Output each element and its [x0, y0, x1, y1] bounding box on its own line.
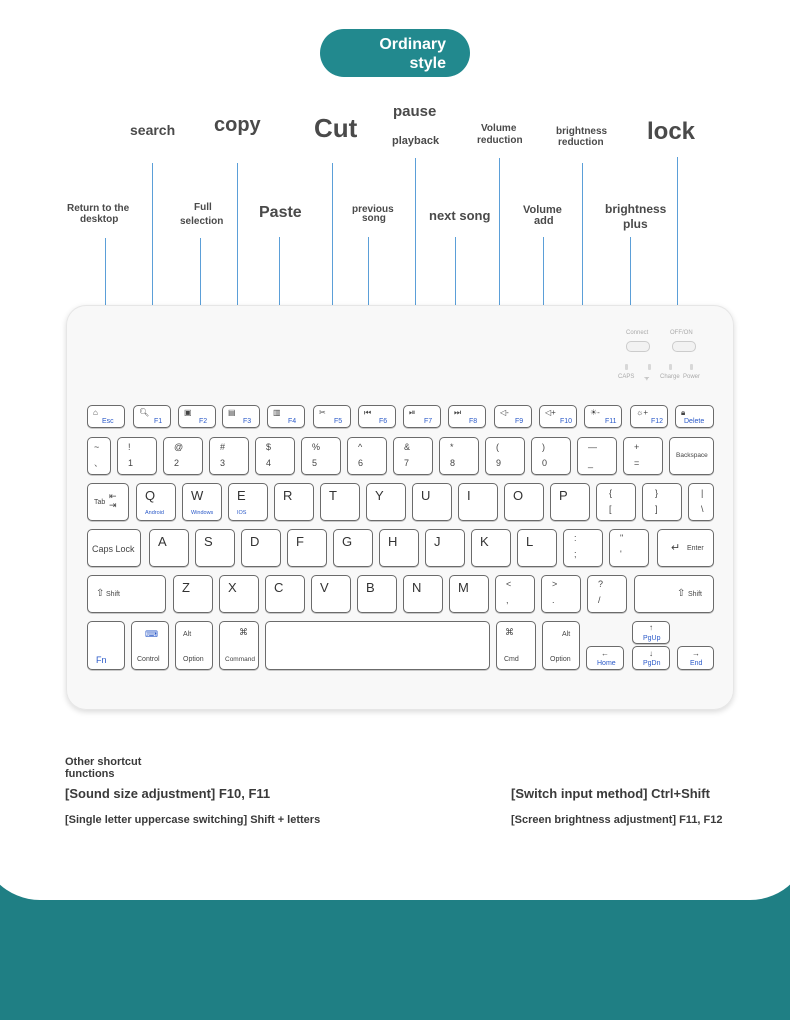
key-num-top-5: %	[312, 442, 321, 452]
fn-key-label-1: F1	[154, 418, 163, 425]
key-b-label: B	[366, 580, 375, 595]
connect-label: Connect	[626, 330, 649, 336]
key-v[interactable]	[311, 575, 351, 613]
key-num-bottom-0: 、	[94, 458, 104, 468]
key-control-label: Control	[137, 656, 160, 663]
key-option-left-label: Option	[183, 656, 204, 663]
key-space[interactable]	[265, 621, 490, 670]
key-f10[interactable]	[539, 405, 577, 428]
key-f7[interactable]	[403, 405, 441, 428]
key-d-label: D	[250, 534, 260, 549]
key-q-sub: Android	[145, 510, 164, 516]
fn-key-icon-6: ⏮	[364, 408, 372, 417]
key-f11[interactable]	[584, 405, 622, 428]
cmd-icon: ⌘	[505, 627, 514, 637]
label-previous-song-1: previous	[352, 204, 394, 215]
key-backspace[interactable]	[669, 437, 714, 475]
key-x[interactable]	[219, 575, 259, 613]
fn-key-icon-2: ▣	[184, 408, 192, 417]
key-bracket-bottom-0: [	[609, 504, 612, 514]
key-num-top-3: #	[220, 442, 226, 452]
key-c-label: C	[274, 580, 284, 595]
fn-key-icon-4: ▥	[273, 408, 281, 417]
fn-key-label-4: F4	[288, 418, 297, 425]
key-enter[interactable]	[657, 529, 714, 567]
label-brightness-plus-1: brightness	[605, 202, 667, 216]
key-n[interactable]	[403, 575, 443, 613]
offon-label: OFF/ON	[670, 330, 693, 336]
key-shift-left-label: Shift	[106, 591, 121, 598]
key-bracket-top-1: }	[655, 488, 659, 498]
key-num-top-12: +	[634, 442, 640, 452]
key-num-4[interactable]	[255, 437, 295, 475]
key-m-label: M	[458, 580, 469, 595]
key-num-10[interactable]	[531, 437, 571, 475]
key-y[interactable]	[366, 483, 406, 521]
key-v-label: V	[320, 580, 329, 595]
key-p-label: P	[559, 488, 568, 503]
key-num-bottom-9: 9	[496, 458, 502, 468]
connect-switch[interactable]	[626, 341, 650, 352]
key-backspace-label: Backspace	[676, 452, 708, 459]
power-label: Power	[683, 374, 701, 380]
key-f6[interactable]	[358, 405, 396, 428]
key-bracket-0[interactable]	[596, 483, 636, 521]
key-pgdn-label: PgDn	[643, 660, 661, 667]
key-fn-label: Fn	[96, 655, 107, 665]
key-pgup-label: PgUp	[643, 635, 661, 642]
key-num-bottom-5: 5	[312, 458, 318, 468]
fn-key-label-13: Delete	[684, 418, 705, 425]
key-num-bottom-7: 7	[404, 458, 410, 468]
key-punct-bottom-1: '	[620, 549, 622, 559]
fn-key-icon-8: ⏭	[454, 408, 462, 417]
key-esc[interactable]	[87, 405, 125, 428]
fn-key-icon-11: ☀-	[590, 408, 600, 417]
arrow-right-icon: →	[692, 649, 700, 658]
key-shift-punct-top-1: >	[552, 579, 558, 589]
key-num-1[interactable]	[117, 437, 157, 475]
key-y-label: Y	[375, 488, 384, 503]
label-paste: Paste	[259, 204, 302, 221]
label-volume-add-2: add	[534, 215, 554, 227]
key-end[interactable]	[677, 646, 714, 670]
key-f8[interactable]	[448, 405, 486, 428]
key-end-label: End	[690, 660, 703, 667]
key-q[interactable]	[136, 483, 176, 521]
label-next-song: next song	[429, 208, 491, 223]
key-j[interactable]	[425, 529, 465, 567]
key-num-bottom-8: 8	[450, 458, 456, 468]
key-num-bottom-1: 1	[128, 458, 134, 468]
key-bracket-top-0: {	[609, 488, 613, 498]
enter-icon: ↵	[671, 542, 681, 554]
style-badge-line2: style	[409, 55, 446, 72]
label-pause: pause	[393, 103, 437, 120]
key-num-7[interactable]	[393, 437, 433, 475]
label-full-selection-1: Full	[194, 202, 212, 213]
key-p[interactable]	[550, 483, 590, 521]
key-shift-punct-top-2: ?	[598, 579, 604, 589]
charge-led	[669, 364, 672, 370]
key-alt-right-label: Alt	[562, 631, 571, 638]
key-shift-left[interactable]	[87, 575, 166, 613]
caps-led	[625, 364, 628, 370]
footer-uppercase: [Single letter uppercase switching] Shift + letters	[65, 814, 321, 826]
key-e-label: E	[237, 488, 246, 503]
key-fn[interactable]	[87, 621, 125, 670]
key-j-label: J	[434, 534, 441, 549]
key-f3[interactable]	[222, 405, 260, 428]
label-search: search	[130, 122, 176, 138]
key-k-label: K	[480, 534, 489, 549]
key-num-bottom-10: 0	[542, 458, 548, 468]
key-f9[interactable]	[494, 405, 532, 428]
key-t[interactable]	[320, 483, 360, 521]
key-f12[interactable]	[630, 405, 668, 428]
key-shift-punct-0[interactable]	[495, 575, 535, 613]
key-num-0[interactable]	[87, 437, 111, 475]
fn-key-label-7: F7	[424, 418, 433, 425]
key-num-2[interactable]	[163, 437, 203, 475]
key-f2[interactable]	[178, 405, 216, 428]
fn-key-icon-10: ◁+	[545, 408, 556, 417]
key-f4[interactable]	[267, 405, 305, 428]
key-option-left[interactable]	[175, 621, 213, 670]
key-z[interactable]	[173, 575, 213, 613]
key-control[interactable]	[131, 621, 169, 670]
bt-icon: ᯤ	[644, 376, 650, 382]
key-punct-0[interactable]	[563, 529, 603, 567]
key-tab[interactable]	[87, 483, 129, 521]
command-icon: ⌘	[239, 627, 248, 637]
label-previous-song-2: song	[362, 213, 386, 224]
fn-key-label-6: F6	[379, 418, 388, 425]
key-bracket-1[interactable]	[642, 483, 682, 521]
key-home-label: Home	[597, 660, 616, 667]
footer-brightness: [Screen brightness adjustment] F11, F12	[511, 814, 723, 826]
key-caps-lock-label: Caps Lock	[92, 544, 135, 554]
key-delete[interactable]	[675, 405, 714, 428]
key-u-label: U	[421, 488, 431, 503]
key-shift-punct-bottom-0: ,	[506, 595, 509, 605]
key-o-label: O	[513, 488, 524, 503]
key-num-bottom-6: 6	[358, 458, 364, 468]
key-u[interactable]	[412, 483, 452, 521]
arrow-down-icon: ↓	[649, 649, 653, 658]
key-w-label: W	[191, 488, 204, 503]
fn-key-label-8: F8	[469, 418, 478, 425]
footer-sound: [Sound size adjustment] F10, F11	[65, 786, 271, 801]
key-num-top-11: —	[588, 442, 597, 452]
key-k[interactable]	[471, 529, 511, 567]
key-num-8[interactable]	[439, 437, 479, 475]
key-num-top-9: (	[496, 442, 499, 452]
fn-key-icon-13: 🔒︎	[681, 408, 686, 417]
charge-label: Charge	[660, 374, 680, 380]
fn-key-label-5: F5	[334, 418, 343, 425]
label-lock: lock	[647, 118, 696, 145]
label-volume-reduction-2: reduction	[477, 135, 523, 146]
key-option-right-label: Option	[550, 656, 571, 663]
key-o[interactable]	[504, 483, 544, 521]
control-icon: ⌨	[145, 629, 158, 639]
label-return-desktop-1: Return to the	[67, 203, 130, 214]
key-n-label: N	[412, 580, 422, 595]
label-copy: copy	[214, 114, 261, 136]
footer-switch-input: [Switch input method] Ctrl+Shift	[511, 786, 710, 801]
key-punct-top-0: :	[574, 533, 577, 543]
label-brightness-reduction-1: brightness	[556, 126, 608, 137]
key-num-bottom-4: 4	[266, 458, 272, 468]
label-playback: playback	[392, 135, 440, 147]
key-num-12[interactable]	[623, 437, 663, 475]
bt-led	[648, 364, 651, 370]
key-pgdn[interactable]	[632, 646, 670, 670]
fn-key-label-9: F9	[515, 418, 524, 425]
label-volume-reduction-1: Volume	[481, 123, 517, 134]
key-num-bottom-3: 3	[220, 458, 226, 468]
fn-key-label-3: F3	[243, 418, 252, 425]
key-l[interactable]	[517, 529, 557, 567]
style-badge	[320, 29, 470, 77]
fn-key-icon-12: ☼+	[636, 408, 649, 417]
key-command[interactable]	[219, 621, 259, 670]
shift-left-icon: ⇧	[96, 588, 105, 599]
tab-arrows-icon: ⇤ ⇥	[109, 491, 117, 510]
footer-heading-1: Other shortcut	[65, 756, 142, 768]
key-num-bottom-11: _	[588, 458, 594, 468]
key-f[interactable]	[287, 529, 327, 567]
key-s[interactable]	[195, 529, 235, 567]
fn-key-label-0: Esc	[102, 418, 114, 425]
key-num-5[interactable]	[301, 437, 341, 475]
shift-right-icon: ⇧	[677, 588, 686, 599]
key-z-label: Z	[182, 580, 190, 595]
key-a-label: A	[158, 534, 167, 549]
key-f1[interactable]	[133, 405, 171, 428]
key-l-label: L	[526, 534, 534, 549]
fn-key-label-2: F2	[199, 418, 208, 425]
fn-key-icon-3: ▤	[228, 408, 236, 417]
key-punct-top-1: "	[620, 533, 624, 543]
key-num-bottom-2: 2	[174, 458, 180, 468]
key-f5[interactable]	[313, 405, 351, 428]
key-h-label: H	[388, 534, 398, 549]
key-bracket-bottom-2: \	[701, 504, 704, 514]
key-command-label: Command	[225, 656, 255, 663]
power-led	[690, 364, 693, 370]
key-s-label: S	[204, 534, 213, 549]
key-g-label: G	[342, 534, 353, 549]
key-punct-bottom-0: ;	[574, 549, 577, 559]
key-e[interactable]	[228, 483, 268, 521]
key-alt-left-label: Alt	[183, 631, 192, 638]
fn-key-icon-7: ⏯	[409, 408, 416, 417]
fn-key-icon-1: 🔍︎	[139, 408, 150, 417]
key-shift-right-label: Shift	[688, 591, 703, 598]
fn-key-icon-9: ◁-	[500, 408, 509, 417]
power-switch[interactable]	[672, 341, 696, 352]
label-brightness-reduction-2: reduction	[558, 137, 604, 148]
key-num-top-0: ~	[94, 442, 100, 452]
label-return-desktop-2: desktop	[80, 214, 119, 225]
key-bracket-top-2: |	[701, 488, 704, 498]
key-num-bottom-12: =	[634, 458, 640, 468]
key-cmd-label: Cmd	[504, 656, 519, 663]
key-d[interactable]	[241, 529, 281, 567]
key-punct-1[interactable]	[609, 529, 649, 567]
key-h[interactable]	[379, 529, 419, 567]
key-t-label: T	[329, 488, 337, 503]
fn-key-label-12: F12	[651, 418, 664, 425]
key-w-sub: Windows	[191, 510, 214, 516]
key-shift-punct-bottom-2: /	[598, 595, 601, 605]
key-num-top-10: )	[542, 442, 545, 452]
key-caps-lock[interactable]	[87, 529, 141, 567]
key-b[interactable]	[357, 575, 397, 613]
key-num-top-1: !	[128, 442, 131, 452]
key-c[interactable]	[265, 575, 305, 613]
label-volume-add-1: Volume	[523, 204, 562, 216]
key-num-top-8: *	[450, 442, 454, 452]
key-e-sub: IOS	[237, 510, 247, 516]
key-w[interactable]	[182, 483, 222, 521]
key-num-top-7: &	[404, 442, 411, 452]
fn-key-icon-0: ⌂	[93, 408, 98, 417]
key-shift-punct-bottom-1: .	[552, 595, 555, 605]
fn-key-icon-5: ✂	[319, 408, 326, 417]
key-num-3[interactable]	[209, 437, 249, 475]
key-tab-label: Tab	[94, 499, 106, 506]
key-pgup[interactable]	[632, 621, 670, 644]
key-num-top-4: $	[266, 442, 272, 452]
arrow-left-icon: ←	[601, 649, 609, 658]
label-cut: Cut	[314, 113, 358, 143]
key-i-label: I	[467, 488, 471, 503]
key-f-label: F	[296, 534, 304, 549]
key-num-9[interactable]	[485, 437, 525, 475]
key-i[interactable]	[458, 483, 498, 521]
key-m[interactable]	[449, 575, 489, 613]
key-shift-right[interactable]	[634, 575, 714, 613]
key-option-right[interactable]	[542, 621, 580, 670]
key-bracket-2[interactable]	[688, 483, 714, 521]
key-num-6[interactable]	[347, 437, 387, 475]
key-bracket-bottom-1: ]	[655, 504, 658, 514]
key-num-top-6: ^	[358, 442, 363, 452]
key-home[interactable]	[586, 646, 624, 670]
key-cmd[interactable]	[496, 621, 536, 670]
key-shift-punct-2[interactable]	[587, 575, 627, 613]
arrow-up-icon: ↑	[649, 623, 653, 632]
key-shift-punct-1[interactable]	[541, 575, 581, 613]
label-full-selection-2: selection	[180, 216, 224, 227]
key-num-11[interactable]	[577, 437, 617, 475]
key-r[interactable]	[274, 483, 314, 521]
key-num-top-2: @	[174, 442, 184, 452]
key-q-label: Q	[145, 488, 156, 503]
key-enter-label: Enter	[687, 545, 704, 552]
footer-heading-2: functions	[65, 768, 115, 780]
key-a[interactable]	[149, 529, 189, 567]
fn-key-label-11: F11	[605, 418, 617, 425]
fn-key-label-10: F10	[560, 418, 573, 425]
caps-label: CAPS	[618, 374, 635, 380]
style-badge-line1: Ordinary	[379, 36, 446, 53]
key-x-label: X	[228, 580, 237, 595]
key-shift-punct-top-0: <	[506, 579, 512, 589]
label-brightness-plus-2: plus	[623, 217, 648, 231]
key-r-label: R	[283, 488, 293, 503]
key-g[interactable]	[333, 529, 373, 567]
